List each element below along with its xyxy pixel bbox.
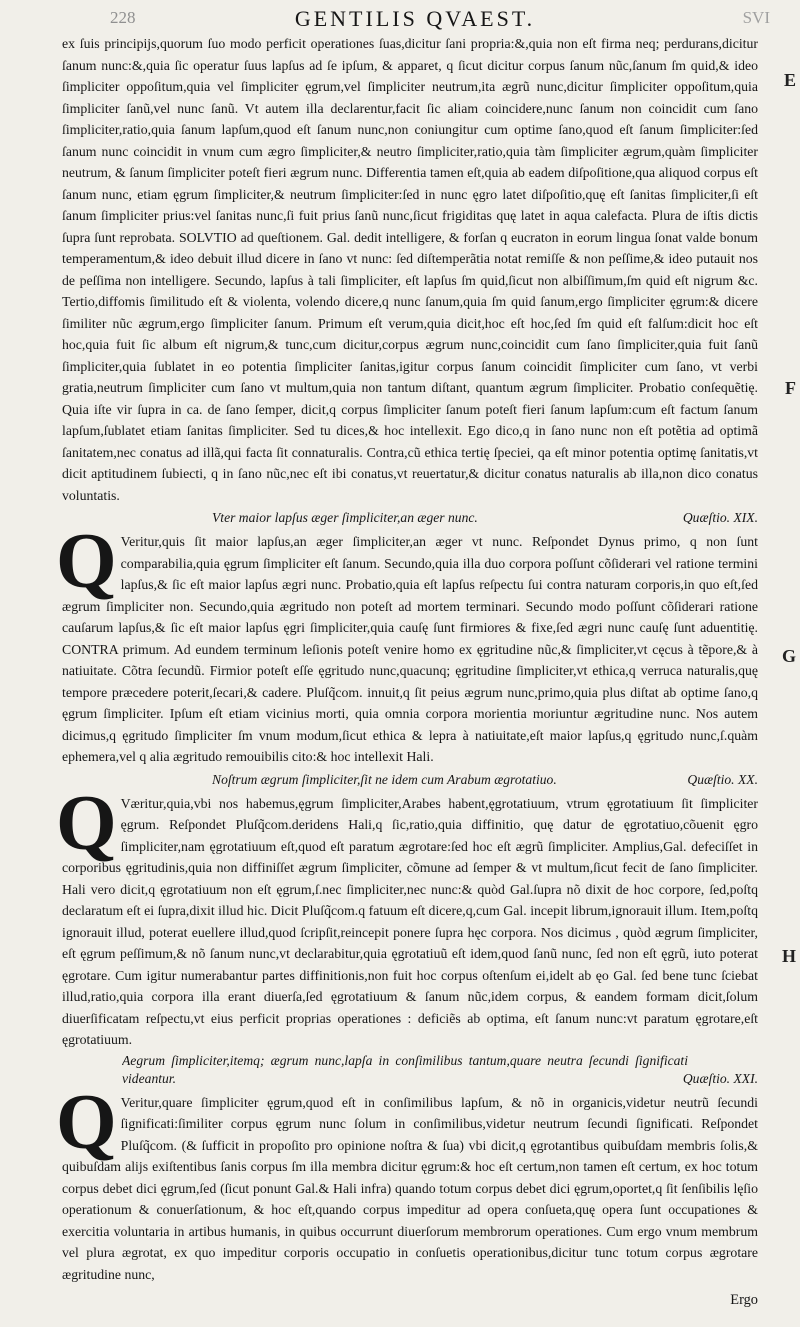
question-heading — [62, 1052, 758, 1090]
paragraph-text: Veritur,quis ſit maior lapſus,an æger ſimpliciter,an æger vt nunc. Reſpondet Dynus primo, q non ſunt comparabilia,quia ęgrum ſimpliciter eſt ſanum. Secundo,quia illa duo corpora poſſunt cõſiderari vel ratione termini lapſus,& ſic eſt maior lapſus ægri nunc. Probatio,quia eſt lapſus reſpectu ſui contra naturam corporis,in quo eſt,ſed ægrum ſimpliciter non. Secundo,quia ægritudo non poteſt ad mortem terminari. Secundo modo poſſunt cõſiderari ratione cauſarum lapſus,& ſic eſt maior lapſus ęgri ſimpliciter,quia cauſę ſunt firmiores & fixe,ſed ægri nunc cauſę ſunt aduentitię. CONTRA primum. Ad eundem terminum leſionis poteſt venire homo ex ęgritudine nũc,& ſimpliciter,vt cęcus à tẽpore,& à natiuitate. Cõtra ſecundũ. Firmior poteſt eſſe ęgritudo nunc,quacunq; ęgritudine ſimpliciter,vt ethica,q verruca naturalis,quę tempore præcedere poterit,ſecari,& cadere. Pluſq̃com. innuit,q ſit peius ægrum nunc,primo,quia plus diſtat ab optime ſano,q ęgrum ſimpliciter. Ipſum eſt etiam vicinius morti, quia omnia corpora morientia moriuntur ægritudine nunc. Nos autem dicimus,q ęgritudo ſimpliciter ſm vnum modum,ſicut ethica & lepra à natiuitate,eſt maior lapſus,q ęgritudo nunc,ſ.quàm ephemera,vel q alia ægritudo remouibilis cito:& hoc intellexit Hali. — [62, 534, 758, 764]
running-title: GENTILIS QVAEST. — [294, 6, 536, 31]
drop-cap: Q — [56, 778, 117, 866]
drop-cap: Q — [56, 517, 117, 604]
margin-letter: H — [781, 946, 796, 966]
main-text — [56, 33, 758, 1285]
margin-letter: G — [781, 646, 796, 666]
paragraph-text: Veritur,quare ſimpliciter ęgrum,quod eſt in conſimilibus lapſum, & nõ in organicis,videtur neutrũ ſecundi ſignificati:ſimiliter corpus ęgrum nunc ſolum in conſimilibus,videtur neutrum ſecundi ſignificati. Reſpondet Pluſq̃com. (& ſufficit in propoſito pro opinione noſtra & ſua) vbi dicit,q ęgrotantibus quibuſdam membris ſolis,& quibuſdam alijs exiſtentibus ſanis corpus ſm illa membra dicitur ęgrum:& hoc eſt certum,non tamen eſt certum, ex hoc totum corpus debet dici ęgrum,ſed (ſicut ponunt Gal.& Hali infra) quando totum corpus debet dici ęgrum,oportet,q ſit ſenſibilis lęſio operationum & conuerſationum, & hoc eſt,quando corpus impeditur ad opera conſueta,quę opera ſunt occupationes & exercitia voluntaria in artibus humanis, in quibus occurrunt diuerſorum membrorum operationes. Cum ergo vnum membrum vel plura ægrotat, ex quo impeditur corporis occupatio in conſuetis operationibus,dicitur tunc totum corpus ægrotare ægritudine nunc, — [62, 1094, 758, 1282]
margin-letter: E — [783, 70, 796, 90]
question-title: Vter maior lapſus æger ſimpliciter,an æger nunc. — [212, 510, 478, 525]
bleed-through-bottom — [0, 1313, 800, 1327]
paragraph: ex ſuis principijs,quorum ſuo modo perficit operationes ſuas,dicitur ſani propria:&,quia non eſt firma neq; perdurans,dicitur ſanum nunc:&,quia ſic operatur ſuus lapſus ad ſe ipſum, & apparet, q ſicut dicitur corpus ſanum nũc,ſanum ſm quid,& ideo ſimpliciter oppoſitum,quia vel ſimpliciter ęgrum,vel ſimpliciter neutrum,ita ægrũ nunc,dicitur ſimpliciter oppoſitum,quia ſimpliciter ſanũ,vel nunc ſanũ. Vt autem illa declarentur,facit ſic aliam coincidere,nunc ſanum non coincidit cum ſano ſimpliciter,ratio,quia ſanum lapſum,quod eſt ſanum nunc,non coniungitur cum optime ſano,quod eſt ſanum ſimpliciter:ſed ſanum nunc coincidit in vnum cum ægro ſimpliciter,& neutro ſimpliciter,ratio,quia tàm ſimpliciter ægrum,quàm ſimpliciter neutrum, & ſanum ſimpliciter poteſt fieri ægrum nunc. Differentia tamen eſt,quia ab eadem diſpoſitione,qua aliquod corpus eſt ſanum nunc, etiam ęgrum ſimpliciter,& neutrum ſimpliciter:ſed in nunc ęgro latet diſpoſitio,quę eſt ſanitas ſimpliciter,ſi eſt ſanum ſimpliciter prius:vel ſanitas nunc,ſi fuit prius ſanũ nunc,ſicut frigiditas quę latet in aqua calefacta. Plura de iſtis dictis ſupra ſunt reprobata. SOLVTIO ad queſtionem. Gal. dedit intelligere, & forſan q eucraton in eorum lingua ſonat valde bonum temperamentum,& ideo debuit illud dicere in ſano vt nunc: ſed diſtemperãtia notat remiſſe & non peſſime,& ideo putauit nos de peſſima non intelligere. Secundo, lapſus à tali ſimpliciter, eſt lapſus ſm quid,ſicut non albiſſimum,ſm quid eſt nigrum &c. Tertio,diffomis ſimilitudo eſt & violenta, volendo dicere,q nunc ſanum,quia ſm quid ſanum,ergo ſimpliciter ęgrum:& dicere ſimiliter nũc ægrum,ergo ſimpliciter ſanum. Primum eſt verum,quia dicit,hoc eſt hoc,ſed ſm quid eſt falſum:dicit hoc eſt hoc,quia fuit ſic album eſt nigrum,& tunc,cum dicitur,corpus ægrum nunc,coincidit cum ſano ſimpliciter,quia fuit ſanũ ſimpliciter,quia ſublatet in eo potentia ſimpliciter ſanitas,igitur corpus ſanum coincidit ſimpliciter cum ſano, vt verbi gratia,neutrum ſimpliciter cum ſano vt multum,quia non tantum diſtant, quantum ægrum ſimpliciter. Probatio conſequẽtię. Quia iſte vir ſupra in ca. de ſano ſemper, dicit,q corpus ſimpliciter ſanum poteſt fieri ſanum lapſum:cum eſt factum ſanum lapſum,ſublatet etiam ſanitas ſimpliciter. Sed tu dices,& hoc intellexit. Ego dico,q in ſano nunc non eſt potẽtia ad optimã ſanitatem,nec conatus ad illã,qui facta ſit connaturalis. Contra,cũ ethica tertię ſpeciei, qa eſt minor potentia optimę ſanitatis,vt dicit aptitudinem ſubiecti, q in ſano nũc,nec eſt ibi conatus,vt reuertatur,& dicitur conatus naturalis ab illa,non dico conatus voluntatis. — [62, 36, 758, 503]
margin-letter: F — [785, 378, 796, 398]
page-number: 228 — [110, 8, 136, 27]
bleed-through-title: SVI — [742, 8, 770, 27]
paragraph-text: Væritur,quia,vbi nos habemus,ęgrum ſimpliciter,Arabes habent,ęgrotatiuum, vtrum ęgrotatiuum ſit ſimpliciter ęgrum. Reſpondet Pluſq̃com.deridens Hali,q ſic,ratio,quia diffinitio, quę datur de ęgrotatiuo,cõuenit ęgro ſimpliciter,nam ęgrotatiuum eſt,quod eſt paratum ægrotare:ſed hoc eſt ægrũ ſimpliciter. Amplius,Gal. defeciſſet in corporibus ęgritudinis,quia non diffiniſſet ægrum ſimpliciter, cõmune ad ſemper & vt multum,ſicut fecit de ſano ſimpliciter. Hali vero dicit,q ęgrotatiuum non eſt ęgrum,ſ.nec ſimpliciter,nec nunc:& quòd Gal.ſupra nõ dixit de hoc corpore, ſed,poſtq declaratum eſt ei ſupra,dixit illud hic. Dicit Pluſq̃com.q fatuum eſt dicere,q,cum Gal. incepit librum,ignorauit illum. Item,poſtq ignorauit illud, poterat euellere illud,quod ſcripſit,reincepit ponere ſupra hęc corpora. Nos dicimus , quòd ægrum ſimpliciter, eſt ęgrum peſſimum,& nõ ſanum nunc,vt declarabitur,quia ęgrotatiuũ eſt idem,quod ſanũ nunc, ſed non eſt ęgrũ, iuto poterat ęgrotare. Cum igitur numerabantur partes diffinitionis,non fuit hoc corpus oſtenſum ei,idelt ab ęo Gal. ſed bene tunc ſciebat illud,ratio,quia corpora illa erant diuerſa,ſed ęgrotatiuum & ſanum nũc,idem corpus, & eandem formam dicit,ſolum diuerſificatam reſpectu,vt eius perficit proprias operationes : deficiẽs ab optima, eſt ſanum nunc:vt paratum ęgrotare,eſt ęgrotatiuum. — [62, 795, 758, 1047]
question-title: Noſtrum ægrum ſimpliciter,ſit ne idem cum Arabum ægrotatiuo. — [212, 771, 557, 787]
question-number: Quæſtio. XIX. — [682, 510, 758, 525]
page-header — [60, 6, 770, 34]
question-number: Quæſtio. XXI. — [682, 1070, 758, 1086]
catchword: Ergo — [730, 1292, 758, 1308]
question-heading — [62, 769, 758, 791]
drop-cap: Q — [56, 1077, 117, 1165]
question-number: Quæſtio. XX. — [687, 771, 758, 787]
question-title: Aegrum ſimpliciter,itemq; ægrum nunc,lapſa in conſimilibus tantum,quare neutra ſecundi ſignificati videantur. — [122, 1052, 688, 1086]
question-heading — [62, 507, 758, 529]
